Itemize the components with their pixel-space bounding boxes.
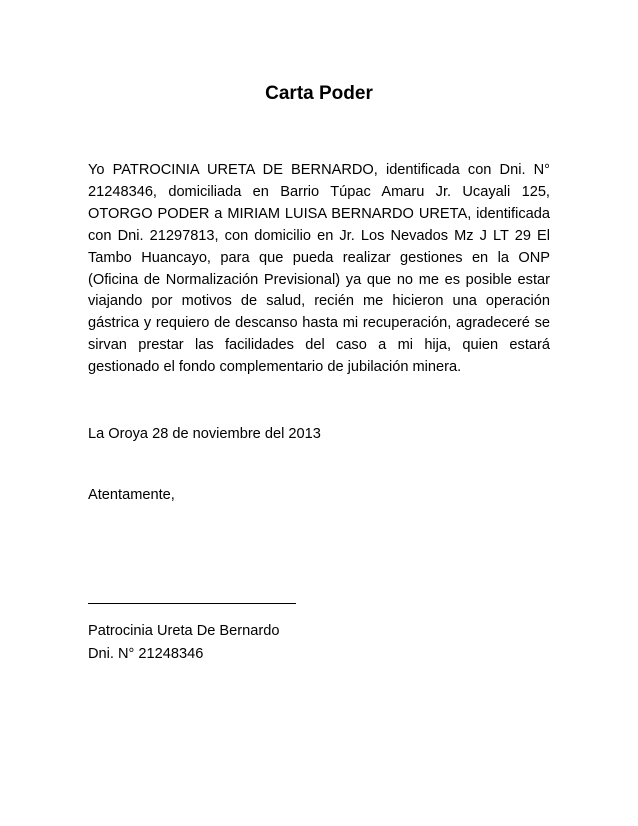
- signature-dni: Dni. N° 21248346: [88, 646, 204, 662]
- closing-text: Atentamente,: [88, 487, 175, 503]
- signature-line: [88, 603, 296, 604]
- signature-name: Patrocinia Ureta De Bernardo: [88, 623, 280, 639]
- body-paragraph: Yo PATROCINIA URETA DE BERNARDO, identificada con Dni. N° 21248346, domiciliada en Barrio Túpac Amaru Jr. Ucayali 125, OTORGO PODER a MIRIAM LUISA BERNARDO URETA, identificada con Dni. 21297813, con domicilio en Jr. Los Nevados Mz J LT 29 El Tambo Huancayo, para que pueda realizar gestiones en la ONP (Oficina de Normalización Previsional) ya que no me es posible estar viajando por motivos de salud, recién me hicieron una operación gástrica y requiero de descanso hasta mi recuperación, agradeceré se sirvan prestar las facilidades del caso a mi hija, quien estará gestionado el fondo complementario de jubilación minera.: [88, 162, 550, 376]
- date-line: La Oroya 28 de noviembre del 2013: [88, 426, 321, 442]
- page-title: Carta Poder: [265, 83, 373, 104]
